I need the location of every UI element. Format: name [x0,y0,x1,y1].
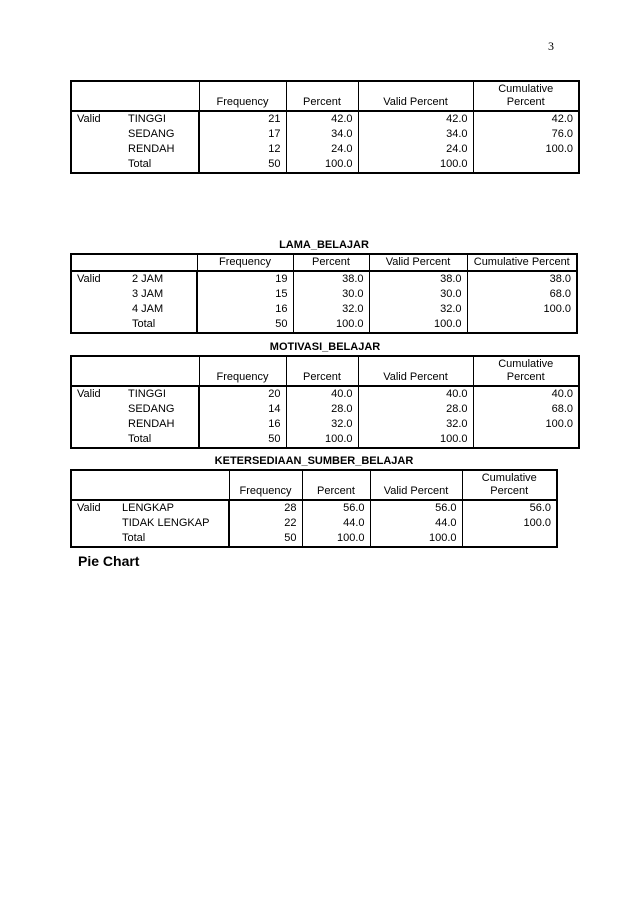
table-row [71,271,577,287]
table-row-total [71,432,579,448]
header-corner [123,81,199,111]
valid-percent-cell: 44.0 [370,516,462,531]
percent-cell: 34.0 [286,127,358,142]
frequency-cell: 50 [199,432,286,448]
valid-percent-cell: 100.0 [370,531,462,547]
percent-cell: 44.0 [302,516,370,531]
cumulative-percent-cell: 100.0 [473,142,579,157]
category-label: Total [127,317,197,333]
header-corner [127,254,197,271]
cumulative-percent-cell: 100.0 [467,302,577,317]
table-row-total [71,531,557,547]
group-label: Valid [77,502,101,514]
cumulative-percent-cell [467,317,577,333]
header-frequency: Frequency [197,254,293,271]
frequency-cell: 28 [229,500,302,516]
group-label-empty [71,531,117,547]
frequency-cell: 12 [199,142,286,157]
percent-cell: 40.0 [286,386,358,402]
header-cumulative-percent: Cumulative Percent [462,470,557,500]
header-valid-percent: Valid Percent [358,81,473,111]
frequency-cell: 15 [197,287,293,302]
header-frequency: Frequency [199,81,286,111]
cumulative-percent-cell: 42.0 [473,111,579,127]
valid-percent-cell: 28.0 [358,402,473,417]
table-row-total [71,317,577,333]
table-title: MOTIVASI_BELAJAR [269,341,381,353]
frequency-table-block [70,80,580,174]
cumulative-percent-cell: 38.0 [467,271,577,287]
category-label: RENDAH [123,142,199,157]
frequency-cell: 22 [229,516,302,531]
lama-belajar-table-block [70,238,578,334]
header-valid-percent: Valid Percent [369,254,467,271]
cumulative-percent-cell: 100.0 [473,417,579,432]
table-row [71,500,557,516]
percent-cell: 28.0 [286,402,358,417]
percent-cell: 100.0 [302,531,370,547]
group-label-empty [71,302,127,317]
valid-percent-cell: 30.0 [369,287,467,302]
percent-cell: 24.0 [286,142,358,157]
valid-percent-cell: 100.0 [358,432,473,448]
frequency-table [70,253,578,334]
category-label: 3 JAM [127,287,197,302]
frequency-cell: 50 [199,157,286,173]
frequency-cell: 16 [197,302,293,317]
percent-cell: 42.0 [286,111,358,127]
category-label: RENDAH [123,417,199,432]
cumulative-percent-cell [473,157,579,173]
cumulative-percent-cell: 100.0 [462,516,557,531]
table-title: KETERSEDIAAN_SUMBER_BELAJAR [214,455,414,467]
group-label-empty [71,287,127,302]
header-frequency: Frequency [229,470,302,500]
motivasi-belajar-table-block [70,340,580,449]
category-label: Total [117,531,229,547]
frequency-cell: 20 [199,386,286,402]
cumulative-percent-cell: 76.0 [473,127,579,142]
category-label: 4 JAM [127,302,197,317]
percent-cell: 32.0 [293,302,369,317]
header-percent: Percent [302,470,370,500]
header-valid-percent: Valid Percent [358,356,473,386]
category-label: 2 JAM [127,271,197,287]
table-row [71,127,579,142]
header-corner [71,356,123,386]
category-label: SEDANG [123,127,199,142]
category-label: TIDAK LENGKAP [117,516,229,531]
header-corner [71,254,127,271]
percent-cell: 100.0 [293,317,369,333]
page-number: 3 [548,39,554,53]
group-label: Valid [77,113,101,125]
frequency-cell: 17 [199,127,286,142]
group-label-empty [71,402,123,417]
valid-percent-cell: 40.0 [358,386,473,402]
frequency-cell: 19 [197,271,293,287]
frequency-cell: 16 [199,417,286,432]
percent-cell: 38.0 [293,271,369,287]
header-cumulative-percent: Cumulative Percent [467,254,577,271]
valid-percent-cell: 24.0 [358,142,473,157]
percent-cell: 30.0 [293,287,369,302]
group-label-empty [71,317,127,333]
group-label-empty [71,432,123,448]
valid-percent-cell: 56.0 [370,500,462,516]
header-corner [71,81,123,111]
category-label: Total [123,157,199,173]
table-row [71,402,579,417]
group-label-empty [71,516,117,531]
header-valid-percent: Valid Percent [370,470,462,500]
frequency-cell: 50 [197,317,293,333]
percent-cell: 56.0 [302,500,370,516]
valid-percent-cell: 100.0 [358,157,473,173]
group-label-empty [71,417,123,432]
category-label: SEDANG [123,402,199,417]
group-label-empty [71,157,123,173]
group-label-empty [71,127,123,142]
frequency-table [70,80,580,174]
percent-cell: 100.0 [286,432,358,448]
frequency-cell: 50 [229,531,302,547]
category-label: Total [123,432,199,448]
cumulative-percent-cell: 56.0 [462,500,557,516]
table-row [71,516,557,531]
valid-percent-cell: 42.0 [358,111,473,127]
group-label-empty [71,142,123,157]
category-label: LENGKAP [117,500,229,516]
table-row [71,386,579,402]
header-cumulative-percent: Cumulative Percent [473,356,579,386]
frequency-cell: 21 [199,111,286,127]
frequency-cell: 14 [199,402,286,417]
group-label: Valid [77,388,101,400]
table-row [71,287,577,302]
table-row [71,111,579,127]
table-title: LAMA_BELAJAR [279,239,369,251]
cumulative-percent-cell: 68.0 [467,287,577,302]
valid-percent-cell: 34.0 [358,127,473,142]
table-row [71,302,577,317]
cumulative-percent-cell [473,432,579,448]
header-cumulative-percent: Cumulative Percent [473,81,579,111]
ketersediaan-sumber-belajar-table-block [70,454,558,548]
cumulative-percent-cell: 40.0 [473,386,579,402]
valid-percent-cell: 32.0 [358,417,473,432]
section-heading: Pie Chart [78,553,140,569]
frequency-table [70,469,558,548]
header-percent: Percent [286,356,358,386]
header-percent: Percent [293,254,369,271]
header-frequency: Frequency [199,356,286,386]
table-row [71,142,579,157]
cumulative-percent-cell: 68.0 [473,402,579,417]
valid-percent-cell: 38.0 [369,271,467,287]
group-label: Valid [77,273,101,285]
category-label: TINGGI [123,386,199,402]
header-corner [117,470,229,500]
valid-percent-cell: 32.0 [369,302,467,317]
table-row [71,417,579,432]
percent-cell: 100.0 [286,157,358,173]
category-label: TINGGI [123,111,199,127]
frequency-table [70,355,580,449]
header-corner [123,356,199,386]
cumulative-percent-cell [462,531,557,547]
header-percent: Percent [286,81,358,111]
table-row-total [71,157,579,173]
header-corner [71,470,117,500]
percent-cell: 32.0 [286,417,358,432]
valid-percent-cell: 100.0 [369,317,467,333]
